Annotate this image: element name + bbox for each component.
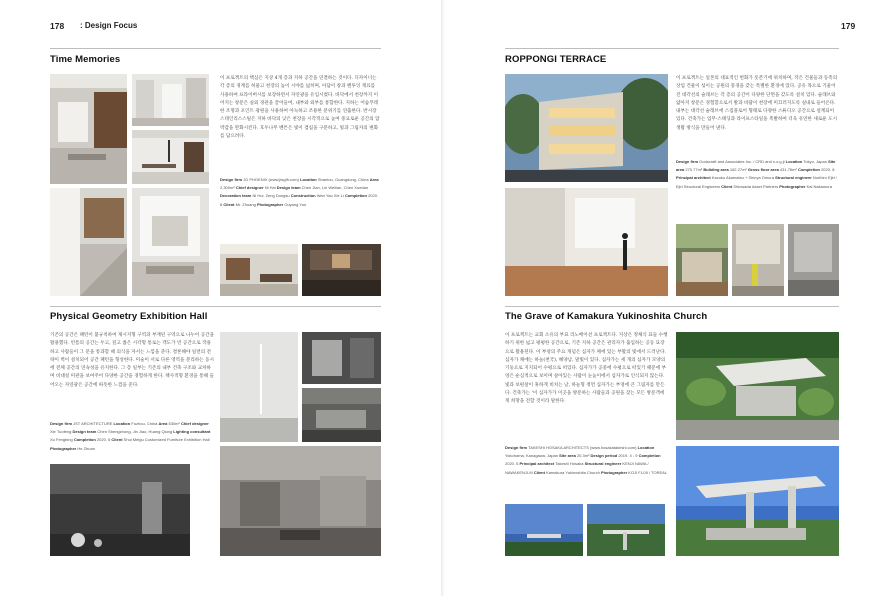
credit-value: 270.77m²: [685, 167, 703, 173]
credit-label: Decoration team: [220, 193, 252, 199]
credit-value: Norihiro Ejiri / Ejiri Structural Engineers: [676, 175, 837, 189]
credit-value: 2020. 8: [821, 167, 835, 173]
credit-value: Godscraft and Associates Inc. / CRD and s.o.g.ji: [699, 159, 785, 164]
credit-value: TAKESHI HOSAKA ARCHITECTS (www.hosakatakeshi.com): [528, 445, 637, 450]
photo-stair: [50, 188, 127, 296]
credit-value: Yokohama, Kanagawa, Japan: [505, 453, 559, 459]
photo-interior-stair: [505, 188, 668, 296]
credit-label: Location: [113, 421, 131, 426]
credit-value: JG PHOENIX (www.jtsgfh.com): [243, 177, 299, 182]
credit-label: Design firm: [220, 177, 243, 182]
credit-value: 20.3m²: [576, 453, 590, 459]
photo-terrace: [676, 224, 728, 296]
credit-label: Photographer: [50, 445, 77, 451]
credit-label: Building area: [703, 167, 729, 173]
credit-label: Client: [111, 437, 123, 443]
credit-label: Design team: [72, 429, 97, 435]
photo-lounge: [132, 188, 209, 296]
credit-label: Principal architect: [519, 461, 555, 467]
credit-label: Structural engineer: [584, 461, 622, 467]
page-number-left: 178: [50, 21, 65, 31]
credit-label: Completion: [344, 193, 367, 199]
photo-interior: [50, 74, 127, 184]
credit-label: Chief designer: [180, 421, 209, 426]
credit-value: Kazuko Akamatsu + Shinya Omura: [711, 175, 774, 181]
credit-label: Photographer: [256, 201, 284, 207]
credit-value: 2,300m²: [220, 185, 235, 191]
credit-value: Wan Yao Xie Li: [316, 193, 344, 199]
page-gutter: [441, 0, 445, 596]
credit-value: Xie Tuofeng: [50, 429, 72, 435]
project-title: The Grave of Kamakura Yukinoshita Church: [505, 311, 708, 322]
project-credits: [50, 420, 215, 453]
credit-label: Client: [721, 183, 733, 189]
photo-basement: [302, 244, 381, 296]
project-description: 이 프로젝트는 일본의 대표적인 번화가 롯폰기에 위치하며, 작은 건물들과 동족의 상업 건물이 섞이는 공원의 풍경을 갖는 특별한 환경에 있다. 공유 목으로 기울어진 대각선의 슬래브는 각 층의 공간이 다양한 단면을 갖도록 설치 있다. 슬래브와 얇아져 창문은 경험할으로서 발과 바람이 천장에 미끄러지도록 실내로 들어온다. 내부는 대각선 슬래브에 스킵플로어 형태로 다양한 스튜디오 공간으로 설계되어 있다. 건축가는 업무·스태딩과 라이프스타일을 촉발하여 더욱 유연한 새로운 도시 생활 방식을 만들어 낸다.: [676, 76, 838, 131]
credit-value: Ni Hui, Zeng Dongsu: [252, 193, 290, 199]
credit-value: Xu Fengbing: [50, 437, 73, 443]
credit-label: Client: [533, 469, 545, 475]
credit-label: Structural engineer: [775, 175, 812, 181]
credit-value: Chen Shengzhong, Jin Jiao, Huang Qiong: [97, 429, 173, 435]
credit-value: Ouyang Yun: [284, 201, 307, 207]
rule: [50, 306, 381, 307]
rule: [505, 306, 839, 307]
rule: [505, 48, 839, 49]
credit-value: 2020. 5: [505, 461, 519, 467]
photo-sculpture-hall: [50, 464, 190, 556]
credit-label: Client: [223, 201, 235, 207]
photo-cemetery: [587, 504, 665, 556]
credit-value: 530m²: [168, 421, 180, 426]
credit-label: Site area: [676, 159, 836, 173]
credit-label: Location: [300, 177, 317, 182]
credit-value: 2020. 8: [220, 193, 379, 207]
project-title: Time Memories: [50, 54, 121, 65]
credit-value: 431.76m²: [779, 167, 797, 173]
section-label: : Design Focus: [80, 21, 138, 30]
credit-label: Design firm: [505, 445, 528, 450]
credit-value: 162.27m²: [729, 167, 747, 173]
credit-value: Shantou, Guangdong, China: [317, 177, 369, 182]
photo-exterior-night: [505, 74, 668, 182]
credit-label: Design firm: [50, 421, 73, 426]
photo-cross-structure: [676, 446, 839, 556]
credit-value: Shui Meigu Customized Furniture Exhibition Hall: [123, 437, 210, 443]
credit-label: Principal architect: [676, 175, 711, 181]
credit-label: Design firm: [676, 159, 699, 164]
photo-hall-wide: [220, 446, 381, 556]
project-description: 기존의 공간은 패턴이 불규칙하여 제시지형 구역과 부재된 구역으로 나누어 공간을 활용했다. 빈틈의 공간는 두고, 깊고 좁은 시각형 통로는 객도가 빈 공간으로 작용하고 사람들이 그 문을 통과할 때 의식을 자서는 느낌을 준다. 결론해야 일련의 전략이 벽이 설치되어 공간 패턴을 형성한다. 미술이 서로 다른 영역을 분리하는 동시에 전체 공간의 연속성을 유지한다. 그 층 일부는 기존의 내부 건축 구조와 교차하며 비대칭 미관을 보여주어 다양한 공간을 경험하게 한다. 책사적형 환경을 통해 들어오는 자연광은 공간에 따뜻한 느낌을 준다.: [50, 333, 215, 388]
project-description: 이 프로젝트의 핵심은 지상 4개 층과 지하 공간을 연결하는 것이다. 디자이너는 각 층의 경계를 허물고 천장의 높이 시야를 넓히며, 아담이 창과 벤투잉 재료를 사용하여 프라이버시를 보장하면서 자연광을 유입시켰다. 바닥에서 천장까지 이어지는 창문은 실외 경관을 끌어들여, 내부와 외부를 통합한다. 지하는 어슴푸레한 조명과 포인트 광원을 사용하여 아늑하고 조용한 분위기를 연출한다. 반시장 스테인리스스틸은 지하 바닥의 낮은 천장을 시각적으로 높여 중요로운 공간의 압박감을 완화시킨다. 호두나무 벤튼은 빛이 겹침을 구분하고, 빛과 그림자의 변화를 담으려다.: [220, 76, 380, 140]
project-credits: [676, 158, 839, 191]
credit-value: KENJI NAWA / NAWAKENJI-M: [505, 461, 649, 475]
credit-label: Area: [369, 177, 379, 182]
credit-value: 2020. 5: [96, 437, 111, 443]
credit-label: Lighting consultant: [173, 429, 211, 435]
credit-value: KOJI FUJII / TOREAL: [628, 469, 668, 475]
project-title: ROPPONGI TERRACE: [505, 54, 607, 65]
photo-atrium: [132, 74, 209, 126]
credit-value: Kai Nakamura: [806, 183, 832, 189]
photo-cross-sky: [505, 504, 583, 556]
project-credits: [505, 444, 668, 477]
photo-corridor: [302, 332, 381, 384]
credit-label: Design period: [590, 453, 618, 459]
credit-value: He Zhuan: [77, 445, 95, 451]
rule: [50, 48, 381, 49]
credit-value: Fuzhou, China: [131, 421, 158, 426]
credit-value: Tokyo, Japan: [803, 159, 827, 164]
credit-value: Kamakura Yukinoshita Church: [546, 469, 600, 475]
credit-label: Area: [158, 421, 168, 426]
photo-display: [302, 388, 381, 442]
credit-label: Photographer: [779, 183, 806, 189]
photo-dining: [132, 130, 209, 184]
credit-value: Takeshi Hosaka: [555, 461, 584, 467]
credit-label: Location: [637, 445, 655, 450]
credit-label: Completion: [73, 437, 96, 443]
project-description: 이 프로젝트는 교회 소유의 부묘 리노베이션 프로젝트다. 지상은 정체식 묘들 수행하기 위한 넓고 평평한 공간으로, 기존 지하 공간은 관리자가 출입하는 공동 묘장으로 활용된다. 이 부엉의 주요 개념은 십자가 체에 있는 부활의 빛에서 드러난다. 십자가 채에는 하늘(천국), 해양남, 말빛이 있다. 십자가는 세 개의 십자가 모양의 기둥으로 지지되어 수평으로 떠있다. 십자가가 공중에 수평으로 떠있기 때문에 부엉은 순심적으로 보이며 살아있는 사람이 눈높이에서 십자가로 인식되지 않는다. 빛과 보편살이 휴하게 비치는 날, 하늘형 정면 십자가는 부엉에 큰 그림자를 만든다. 건축가는 '이 십자가가 이곳을 방문하는 사람들과 공원을 찾는 모든 방문객에게 희망을 전할 것이라 말한다.: [505, 333, 668, 405]
credit-label: Construction: [290, 193, 316, 199]
page-number-right: 179: [841, 21, 856, 31]
photo-grave-garden: [676, 332, 839, 440]
credit-value: 2019. 4 - 9: [618, 453, 638, 459]
credit-value: Shinwada Asset Partners: [733, 183, 779, 189]
photo-light-slit: [220, 332, 298, 442]
project-title: Physical Geometry Exhibition Hall: [50, 311, 208, 322]
credit-value: JST ARCHITECTURE: [73, 421, 113, 426]
credit-value: Mr. Zhuang: [235, 201, 256, 207]
credit-label: Chief designer: [235, 185, 264, 191]
photo-living: [220, 244, 298, 296]
credit-label: Design team: [276, 185, 301, 191]
credit-label: Site area: [559, 453, 576, 459]
credit-label: Gross floor area: [747, 167, 779, 173]
credit-label: Photographer: [600, 469, 628, 475]
photo-studio: [732, 224, 784, 296]
credit-label: Location: [785, 159, 803, 164]
credit-label: Completion: [797, 167, 820, 173]
credit-label: Completion: [638, 453, 661, 459]
credit-value: Chen Jian, Lin Weilian, Chen Xuedan: [301, 185, 369, 191]
credit-value: Ni Hai: [264, 185, 276, 191]
photo-concrete-room: [788, 224, 839, 296]
project-credits: [220, 176, 380, 209]
